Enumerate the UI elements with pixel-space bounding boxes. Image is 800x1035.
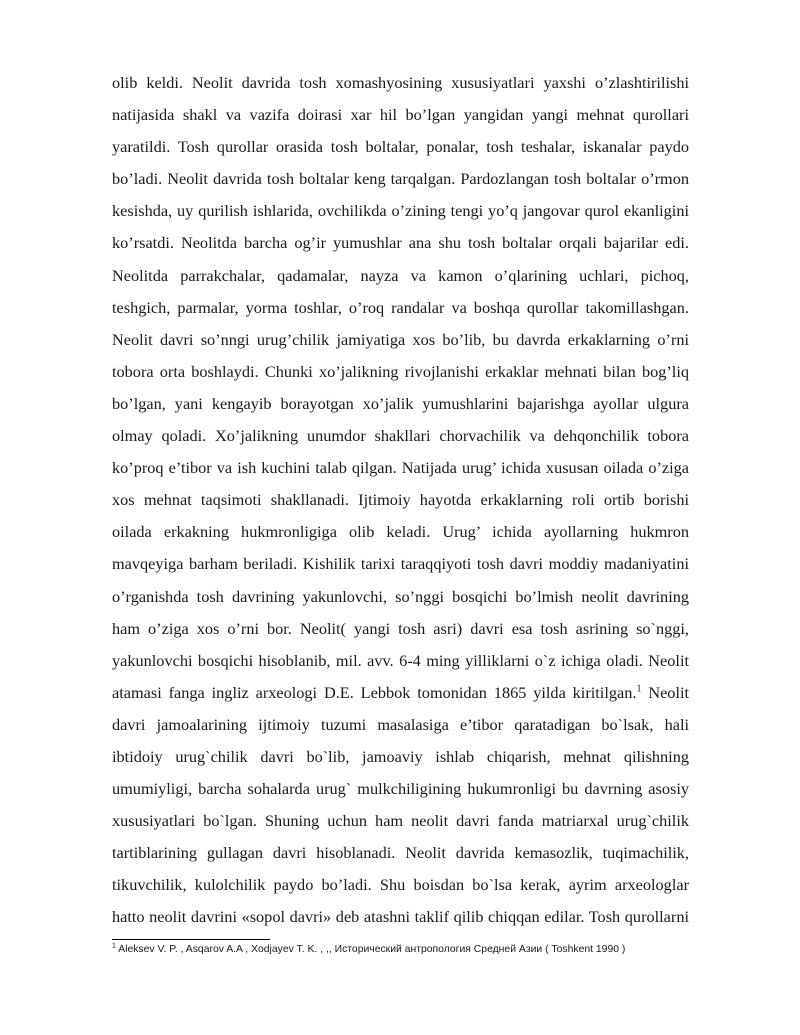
text-segment: atamasi fanga ingliz arxeologi D.E. Lebbok tomonidan 1865 yilda kiritilgan. (112, 682, 637, 702)
text-line: Neolitda parrakchalar, qadamalar, nayza va kamon o’qlarining uchlari, pichoq, (112, 265, 689, 285)
text-line: Neolit davri so’nngi urug’chilik jamiyatiga xos bo’lib, bu davrda erkaklarning o’rni (112, 329, 689, 349)
text-segment: Neolit (641, 682, 690, 702)
text-line: xos mehnat taqsimoti shakllanadi. Ijtimoiy hayotda erkaklarning roli ortib borishi (112, 490, 689, 510)
text-line: umumiyligi, barcha sohalarda urug` mulkchiligining hukumronligi bu davrning asosiy (112, 779, 689, 799)
footnote-reference[interactable]: 1 (636, 683, 642, 695)
text-line: bo’ladi. Neolit davrida tosh boltalar keng tarqalgan. Pardozlangan tosh boltalar o’rmon (112, 169, 689, 189)
text-line: o’rganishda tosh davrining yakunlovchi, so’nggi bosqichi bo’lmish neolit davrining (112, 586, 689, 606)
text-line: davri jamoalarining ijtimoiy tuzumi masalasiga e’tibor qaratadigan bo`lsak, hali (112, 714, 689, 734)
text-line: tikuvchilik, kulolchilik paydo bo’ladi. Shu boisdan bo`lsa kerak, ayrim arxeologlar (112, 875, 689, 895)
text-line: yaratildi. Tosh qurollar orasida tosh boltalar, ponalar, tosh teshalar, iskanalar paydo (112, 137, 689, 157)
footnote-mark: 1 (112, 942, 116, 950)
text-line: mavqeyiga barham beriladi. Kishilik tarixi taraqqiyoti tosh davri moddiy madaniyatini (112, 554, 689, 574)
text-line: natijasida shakl va vazifa doirasi xar hil bo’lgan yangidan yangi mehnat qurollari (112, 105, 689, 125)
text-line: yakunlovchi bosqichi hisoblanib, mil. avv. 6-4 ming yilliklarni o`z ichiga oladi. Neolit (112, 650, 689, 670)
text-line: ham o’ziga xos o’rni bor. Neolit( yangi tosh asri) davri esa tosh asrining so`nggi, (112, 618, 689, 638)
text-line: tobora orta boshlaydi. Chunki xo’jalikning rivojlanishi erkaklar mehnati bilan bog’liq (112, 361, 689, 381)
text-line: olmay qoladi. Xo’jalikning unumdor shakllari chorvachilik va dehqonchilik tobora (112, 426, 689, 446)
text-line: ko’proq e’tibor va ish kuchini talab qilgan. Natijada urug’ ichida xususan oilada o’ziga (112, 458, 689, 478)
text-line: hatto neolit davrini «sopol davri» deb atashni taklif qilib chiqqan edilar. Tosh qurollarni (112, 907, 689, 927)
text-line: oilada erkakning hukmronligiga olib keladi. Urug’ ichida ayollarning hukmron (112, 522, 689, 542)
text-line: kesishda, uy qurilish ishlarida, ovchilikda o’zining tengi yo’q jangovar qurol ekanligini (112, 201, 689, 221)
body-text (112, 67, 689, 934)
text-line: ibtidoiy urug`chilik davri bo`lib, jamoaviy ishlab chiqarish, mehnat qilishning (112, 746, 689, 766)
text-line: olib keldi. Neolit davrida tosh xomashyosining xususiyatlari yaxshi o’zlashtirilishi (112, 73, 689, 92)
footnote-separator (112, 939, 270, 940)
text-line: xususiyatlari bo`lgan. Shuning uchun ham neolit davri fanda matriarxal urug`chilik (112, 811, 689, 831)
text-line: bo’lgan, yani kengayib borayotgan xo’jalik yumushlarini bajarishga ayollar ulgura (112, 393, 689, 413)
text-line: teshgich, parmalar, yorma toshlar, o’roq randalar va boshqa qurollar takomillashgan. (112, 297, 689, 317)
footnote (112, 944, 732, 955)
text-line: tartiblarining gullagan davri hisoblanadi. Neolit davrida kemasozlik, tuqimachilik, (112, 843, 689, 863)
footnote-text: Aleksev V. P. , Asqarov A.A , Xodjayev T. K. , ,, Исторический антропология Средней Азии ( Toshkent 1990 ) (115, 944, 626, 955)
text-line: ko’rsatdi. Neolitda barcha og’ir yumushlar ana shu tosh boltalar orqali bajarilar edi. (112, 233, 689, 253)
text-line-with-footnote-ref (112, 677, 689, 709)
